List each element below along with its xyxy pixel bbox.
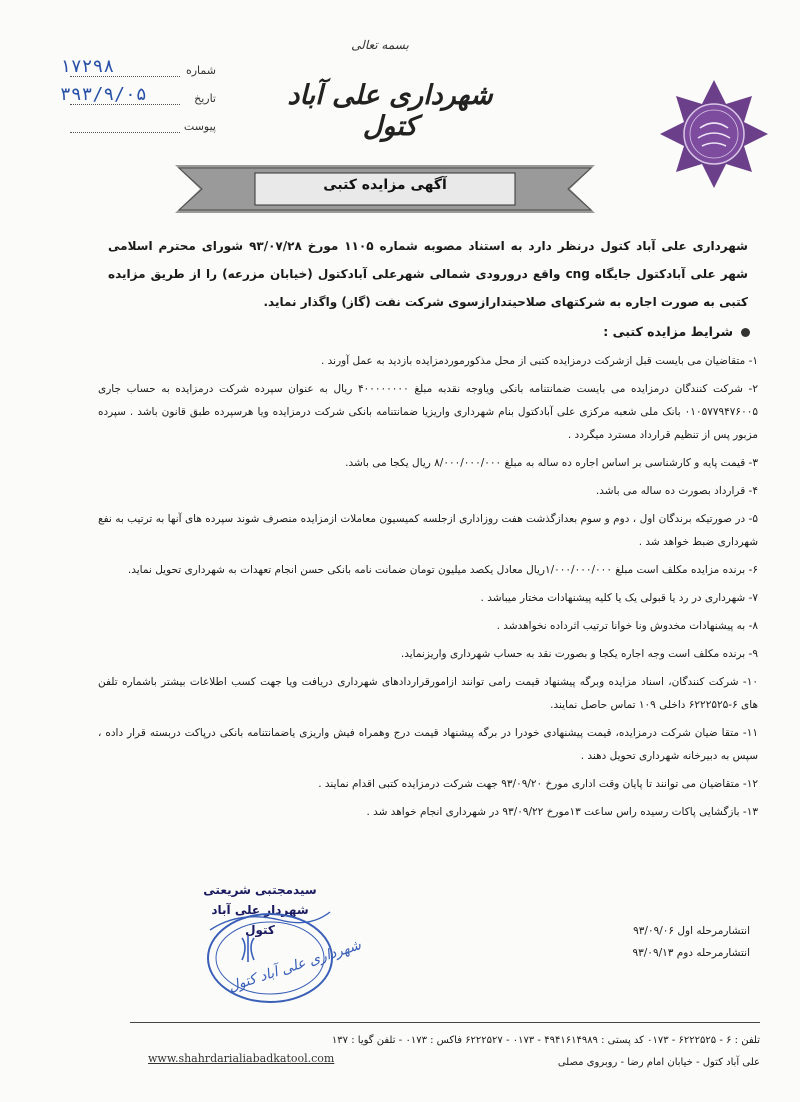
condition-item: ۱۱- متقا ضیان شرکت درمزایده، قیمت پیشنهادی خودرا در برگه پیشنهاد قیمت درج وهمراه فیش واریزی یاضمانتنامه بانکی درپاکت دربسته قرار داده ، سپس به دبیرخانه شهرداری تحویل دهند .: [98, 727, 758, 762]
municipality-emblem-icon: [658, 78, 770, 190]
footer-contact: تلفن : ۶ - ۶۲۲۲۵۲۵ - ۰۱۷۳ کد پستی : ۴۹۴۱۶۱۴۹۸۹ - ۰۱۷۳ - ۶۲۲۲۵۲۷ فاکس : ۰۱۷۳ - تلفن گویا : ۱۳۷: [331, 1035, 760, 1046]
publication-second: انتشارمرحله دوم ۹۳/۰۹/۱۳: [632, 947, 750, 959]
bullet-icon: [741, 328, 750, 337]
bismillah-text: بسمه تعالی: [351, 38, 409, 52]
official-stamp-icon: [200, 900, 364, 1010]
signatory-title: شهردار علی آباد کتول: [211, 903, 309, 937]
letter-number-label: شماره: [185, 64, 216, 77]
condition-item: ۵- در صورتیکه برندگان اول ، دوم و سوم بعدازگذشت هفت روزاداری ازجلسه کمیسیون معاملات ازمزایده منصرف شوند سپرده های آنها به ترتیب به نفع شهرداری ضبط خواهد شد .: [98, 513, 758, 548]
letter-date-label: تاریخ: [194, 92, 216, 105]
letter-attachment-label: پیوست: [183, 120, 216, 133]
footer-website-link[interactable]: www.shahrdarialiabadkatool.com: [148, 1052, 335, 1065]
signatory-name: سیدمجتبی شریعتی: [203, 883, 317, 897]
notice-banner: [175, 165, 595, 213]
condition-item: ۱۰- شرکت کنندگان، اسناد مزایده وبرگه پیشنهاد قیمت رامی توانند ازامورقراردادهای شهرداری دریافت ویا جهت کسب اطلاعات بیشتر باشماره تلفن های ۶-۶۲۲۲۵۲۵ داخلی ۱۰۹ تماس حاصل نمایند.: [98, 676, 758, 711]
letter-date-value: ۳۹۳/۹/۰۵: [60, 84, 147, 105]
condition-item: ۹- برنده مکلف است وجه اجاره یکجا و بصورت نقد به حساب شهرداری واریزنماید.: [400, 648, 758, 660]
letter-number-row: [20, 56, 220, 84]
conditions-list: [98, 350, 758, 829]
letter-date-row: [20, 84, 220, 112]
condition-item: ۳- قیمت پایه و کارشناسی بر اساس اجاره ده ساله به مبلغ ۸/۰۰۰/۰۰۰/۰۰۰ ریال یکجا می باشد.: [345, 457, 758, 469]
condition-item: ۸- به پیشنهادات مخدوش ونا خوانا ترتیب اثرداده نخواهدشد .: [496, 620, 758, 632]
footer-address: علی آباد کتول - خیابان امام رضا - روبروی مصلی: [557, 1057, 760, 1068]
notice-title: آگهی مزایده کتبی: [323, 177, 447, 193]
letter-attachment-row: [20, 112, 220, 140]
condition-item: ۲- شرکت کنندگان درمزایده می بایست ضمانتنامه بانکی ویاوجه نقدبه مبلغ ۴۰۰۰۰۰۰۰۰ ریال به عنوان سپرده شرکت درمزایده به حساب جاری ۰۱۰۵۷۷۹۴۷۶۰۰۵ بانک ملی شعبه مرکزی علی آبادکتول بنام شهرداری واریزیا ضمانتنامه بانکی شرکت درمزایده ویا هرسپرده طبق قانون باشد . سپرده مزبور پس از تنظیم قرارداد مسترد میگردد .: [98, 383, 758, 441]
publication-first: انتشارمرحله اول ۹۳/۰۹/۰۶: [633, 925, 750, 937]
conditions-heading: شرایط مزایده کتبی :: [420, 324, 750, 339]
publication-dates: [520, 920, 750, 964]
condition-item: ۱۳- بازگشایی پاکات رسیده راس ساعت ۱۳مورخ ۹۳/۰۹/۲۲ در شهرداری انجام خواهد شد .: [366, 806, 758, 818]
notice-intro: شهرداری علی آباد کتول درنظر دارد به استناد مصوبه شماره ۱۱۰۵ مورخ ۹۳/۰۷/۲۸ شورای محترم اسلامی شهر علی آبادکتول جایگاه cng واقع درورودی شمالی شهرعلی آبادکتول (خیابان مزرعه) را از طریق مزایده کتبی به صورت اجاره به شرکتهای صلاحیتدارازسوی شرکت نفت (گاز) واگذار نماید.: [108, 239, 748, 309]
letter-meta: [20, 56, 220, 140]
letter-number-value: ۱۷۲۹۸: [60, 56, 115, 77]
condition-item: ۴- قرارداد بصورت ده ساله می باشد.: [595, 485, 758, 497]
condition-item: ۶- برنده مزایده مکلف است مبلغ ۱/۰۰۰/۰۰۰/۰۰۰ریال معادل یکصد میلیون تومان ضمانت نامه بانکی حسن انجام تعهدات به شهرداری تحویل نماید.: [127, 564, 758, 576]
condition-item: ۷- شهرداری در رد یا قبولی یک یا کلیه پیشنهادات مختار میباشد .: [480, 592, 758, 604]
condition-item: ۱۲- متقاضیان می توانند تا پایان وقت اداری مورخ ۹۳/۰۹/۲۰ جهت شرکت درمزایده کتبی اقدام نمایند .: [318, 778, 758, 790]
organization-title: شهرداری علی آباد کتول: [287, 80, 493, 142]
condition-item: ۱- متقاضیان می بایست قبل ازشرکت درمزایده کتبی از محل مذکورموردمزایده بازدید به عمل آورند .: [320, 355, 758, 367]
footer-divider: [130, 1022, 760, 1023]
stamp-text: شهرداری علی آباد کتول: [226, 937, 364, 996]
